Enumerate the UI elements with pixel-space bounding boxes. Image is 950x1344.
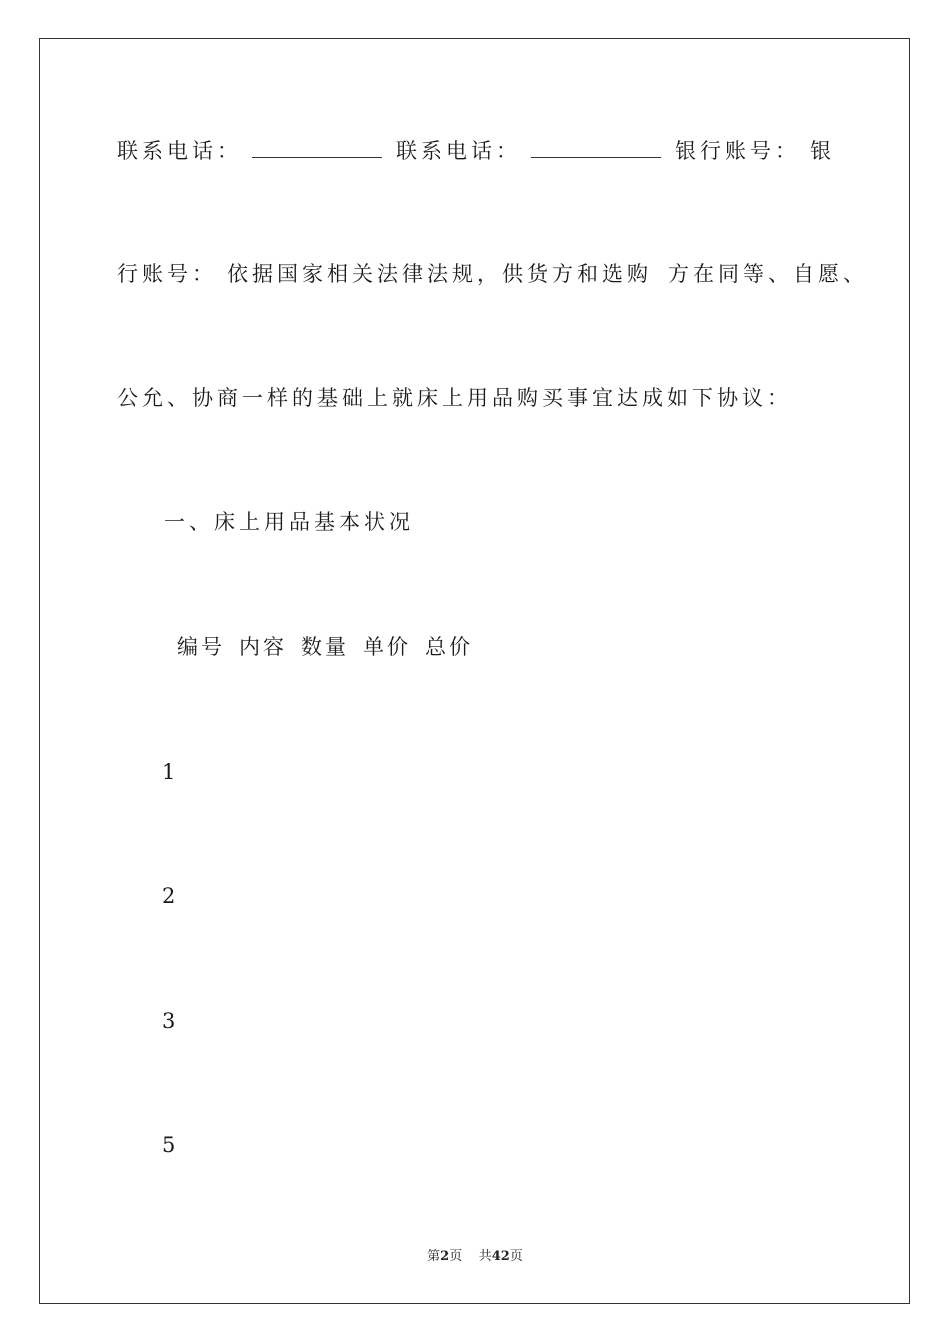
section-heading: 一、床上用品基本状况 [164,510,414,534]
table-header-number: 编号 [177,635,225,659]
table-row-number: 1 [162,760,176,784]
footer-page-number: 2 [440,1249,450,1264]
table-row-number: 2 [162,884,176,908]
contact-phone-label-b: 联系电话： [396,139,521,163]
table-header-total-price: 总价 [425,635,473,659]
page-footer [0,1250,950,1263]
footer-total-prefix: 共 [478,1249,492,1264]
agreement-text-a: 依据国家相关法律法规，供货方和选购 [227,262,652,286]
agreement-line-2 [117,264,868,285]
footer-page-prefix: 第 [427,1249,441,1264]
table-header-unit-price: 单价 [363,635,411,659]
table-row-number: 5 [162,1133,176,1157]
contact-phone-blank-b [531,139,661,158]
footer-total-number: 42 [491,1249,510,1264]
contact-phone-blank-a [252,139,382,158]
table-header-row [177,637,487,658]
footer-total-suffix: 页 [509,1249,523,1264]
bank-account-label-a: 银行账号： [675,139,800,163]
agreement-line-3: 公允、协商一样的基础上就床上用品购买事宜达成如下协议： [117,386,792,410]
table-header-quantity: 数量 [301,635,349,659]
bank-account-label-b-start: 银 [810,139,835,163]
contact-line [117,139,835,162]
contact-phone-label-a: 联系电话： [117,139,242,163]
agreement-text-b: 方在同等、自愿、 [668,262,868,286]
table-header-content: 内容 [239,635,287,659]
footer-page-suffix: 页 [449,1249,463,1264]
table-row-number: 3 [162,1009,176,1033]
page-border [39,38,910,1304]
bank-account-label-b-end: 行账号： [117,262,217,286]
